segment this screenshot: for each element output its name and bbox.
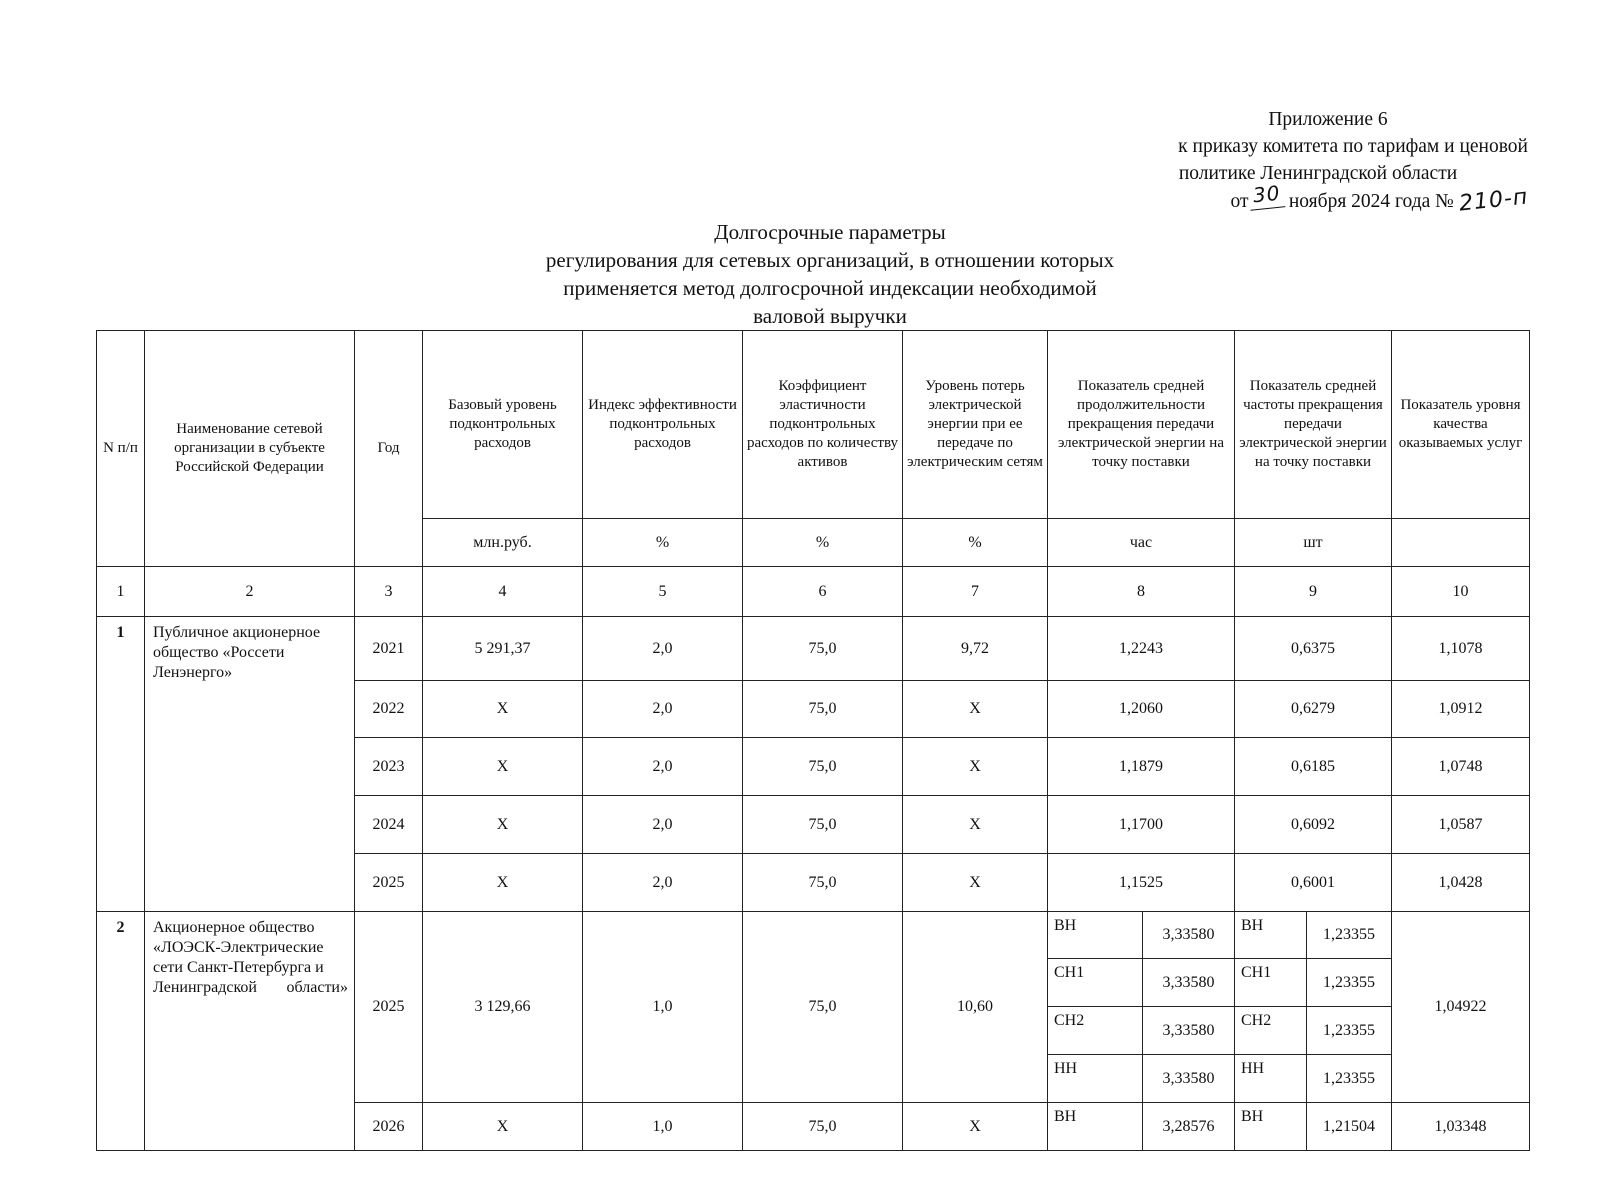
base-level-cell: 5 291,37 — [423, 617, 583, 681]
elasticity-cell: 75,0 — [743, 617, 903, 681]
base-level-cell: X — [423, 738, 583, 796]
col-header-losses: Уровень потерь электрической энергии при ее передаче по электрическим сетям — [903, 331, 1048, 519]
base-level-cell: X — [423, 1103, 583, 1151]
quality-cell: 1,0428 — [1392, 854, 1530, 912]
efficiency-cell: 1,0 — [583, 1103, 743, 1151]
voltage-level-label: ВН — [1048, 912, 1143, 959]
parameters-table — [96, 330, 1530, 1151]
duration-cell: 3,33580 — [1143, 1055, 1235, 1103]
quality-cell: 1,03348 — [1392, 1103, 1530, 1151]
duration-cell: 3,33580 — [1143, 912, 1235, 959]
col-header-org: Наименование сетевой организации в субъекте Российской Федерации — [145, 331, 355, 567]
frequency-cell: 0,6092 — [1235, 796, 1392, 854]
frequency-cell: 1,23355 — [1307, 959, 1392, 1007]
col-header-year: Год — [355, 331, 423, 567]
col-header-frequency: Показатель средней частоты прекращения передачи электрической энергии на точку поставки — [1235, 331, 1392, 519]
col-number: 10 — [1392, 567, 1530, 617]
col-number: 5 — [583, 567, 743, 617]
efficiency-cell: 2,0 — [583, 738, 743, 796]
elasticity-cell: 75,0 — [743, 738, 903, 796]
col-number: 4 — [423, 567, 583, 617]
quality-cell: 1,0912 — [1392, 681, 1530, 738]
document-header — [1068, 106, 1528, 215]
unit-dur: час — [1048, 519, 1235, 567]
handwritten-order-number: 210-п — [1457, 184, 1530, 217]
base-level-cell: 3 129,66 — [423, 912, 583, 1103]
year-cell: 2024 — [355, 796, 423, 854]
appendix-title: Приложение 6 — [1268, 109, 1388, 130]
title-line-4: валовой выручки — [753, 304, 907, 328]
column-header-row — [97, 331, 1530, 519]
org-name: Публичное акционерное общество «Россети Ленэнерго» — [145, 617, 355, 912]
col-number: 6 — [743, 567, 903, 617]
losses-cell: X — [903, 681, 1048, 738]
base-level-cell: X — [423, 796, 583, 854]
voltage-level-label: СН2 — [1235, 1007, 1307, 1055]
col-number: 8 — [1048, 567, 1235, 617]
frequency-cell: 0,6279 — [1235, 681, 1392, 738]
elasticity-cell: 75,0 — [743, 912, 903, 1103]
handwritten-day: 30 — [1247, 179, 1285, 211]
order-reference: к приказу комитета по тарифам и ценовой — [1178, 136, 1528, 157]
quality-cell: 1,0748 — [1392, 738, 1530, 796]
column-number-row — [97, 567, 1530, 617]
unit-eff: % — [583, 519, 743, 567]
unit-loss: % — [903, 519, 1048, 567]
duration-cell: 1,1879 — [1048, 738, 1235, 796]
year-cell: 2022 — [355, 681, 423, 738]
col-header-base-level: Базовый уровень подконтрольных расходов — [423, 331, 583, 519]
frequency-cell: 0,6185 — [1235, 738, 1392, 796]
duration-cell: 1,1700 — [1048, 796, 1235, 854]
voltage-level-label: НН — [1235, 1055, 1307, 1103]
org-name: Акционерное общество «ЛОЭСК-Электрические сети Санкт-Петербурга и Ленинградской области» — [145, 912, 355, 1151]
elasticity-cell: 75,0 — [743, 796, 903, 854]
title-line-1: Долгосрочные параметры — [714, 220, 946, 244]
duration-cell: 1,2243 — [1048, 617, 1235, 681]
frequency-cell: 0,6375 — [1235, 617, 1392, 681]
elasticity-cell: 75,0 — [743, 854, 903, 912]
voltage-level-label: СН2 — [1048, 1007, 1143, 1055]
voltage-level-label: ВН — [1048, 1103, 1143, 1151]
unit-elast: % — [743, 519, 903, 567]
table-row — [97, 912, 1530, 959]
elasticity-cell: 75,0 — [743, 681, 903, 738]
losses-cell: X — [903, 854, 1048, 912]
year-cell: 2021 — [355, 617, 423, 681]
losses-cell: 10,60 — [903, 912, 1048, 1103]
col-header-num: N п/п — [97, 331, 145, 567]
losses-cell: X — [903, 796, 1048, 854]
voltage-level-label: ВН — [1235, 1103, 1307, 1151]
unit-qual — [1392, 519, 1530, 567]
efficiency-cell: 2,0 — [583, 854, 743, 912]
voltage-level-label: СН1 — [1048, 959, 1143, 1007]
frequency-cell: 1,23355 — [1307, 1007, 1392, 1055]
duration-cell: 3,33580 — [1143, 1007, 1235, 1055]
efficiency-cell: 2,0 — [583, 681, 743, 738]
base-level-cell: X — [423, 681, 583, 738]
voltage-level-label: НН — [1048, 1055, 1143, 1103]
quality-cell: 1,04922 — [1392, 912, 1530, 1103]
frequency-cell: 0,6001 — [1235, 854, 1392, 912]
frequency-cell: 1,23355 — [1307, 1055, 1392, 1103]
col-number: 2 — [145, 567, 355, 617]
org-number: 2 — [97, 912, 145, 1151]
col-number: 7 — [903, 567, 1048, 617]
year-cell: 2025 — [355, 912, 423, 1103]
frequency-cell: 1,23355 — [1307, 912, 1392, 959]
col-header-quality: Показатель уровня качества оказываемых услуг — [1392, 331, 1530, 519]
unit-base: млн.руб. — [423, 519, 583, 567]
col-number: 1 — [97, 567, 145, 617]
col-number: 9 — [1235, 567, 1392, 617]
losses-cell: 9,72 — [903, 617, 1048, 681]
frequency-cell: 1,21504 — [1307, 1103, 1392, 1151]
duration-cell: 1,1525 — [1048, 854, 1235, 912]
title-line-3: применяется метод долгосрочной индексации необходимой — [563, 276, 1097, 300]
col-header-duration: Показатель средней продолжительности прекращения передачи электрической энергии на точку поставки — [1048, 331, 1235, 519]
col-header-efficiency-index: Индекс эффективности подконтрольных расходов — [583, 331, 743, 519]
col-number: 3 — [355, 567, 423, 617]
duration-cell: 1,2060 — [1048, 681, 1235, 738]
losses-cell: X — [903, 738, 1048, 796]
voltage-level-label: ВН — [1235, 912, 1307, 959]
document-title — [430, 218, 1230, 330]
base-level-cell: X — [423, 854, 583, 912]
date-prefix: от — [1230, 191, 1249, 212]
quality-cell: 1,0587 — [1392, 796, 1530, 854]
year-cell: 2026 — [355, 1103, 423, 1151]
duration-cell: 3,28576 — [1143, 1103, 1235, 1151]
year-cell: 2025 — [355, 854, 423, 912]
table-row — [97, 617, 1530, 681]
efficiency-cell: 2,0 — [583, 617, 743, 681]
col-header-elasticity: Коэффициент эластичности подконтрольных расходов по количеству активов — [743, 331, 903, 519]
year-cell: 2023 — [355, 738, 423, 796]
elasticity-cell: 75,0 — [743, 1103, 903, 1151]
org-number: 1 — [97, 617, 145, 912]
order-date-line — [1068, 180, 1530, 217]
order-reference-cont: политике Ленинградской области — [1178, 163, 1458, 184]
unit-freq: шт — [1235, 519, 1392, 567]
losses-cell: X — [903, 1103, 1048, 1151]
voltage-level-label: СН1 — [1235, 959, 1307, 1007]
efficiency-cell: 1,0 — [583, 912, 743, 1103]
date-suffix: ноября 2024 года № — [1288, 191, 1454, 212]
duration-cell: 3,33580 — [1143, 959, 1235, 1007]
title-line-2: регулирования для сетевых организаций, в отношении которых — [545, 248, 1115, 272]
quality-cell: 1,1078 — [1392, 617, 1530, 681]
efficiency-cell: 2,0 — [583, 796, 743, 854]
